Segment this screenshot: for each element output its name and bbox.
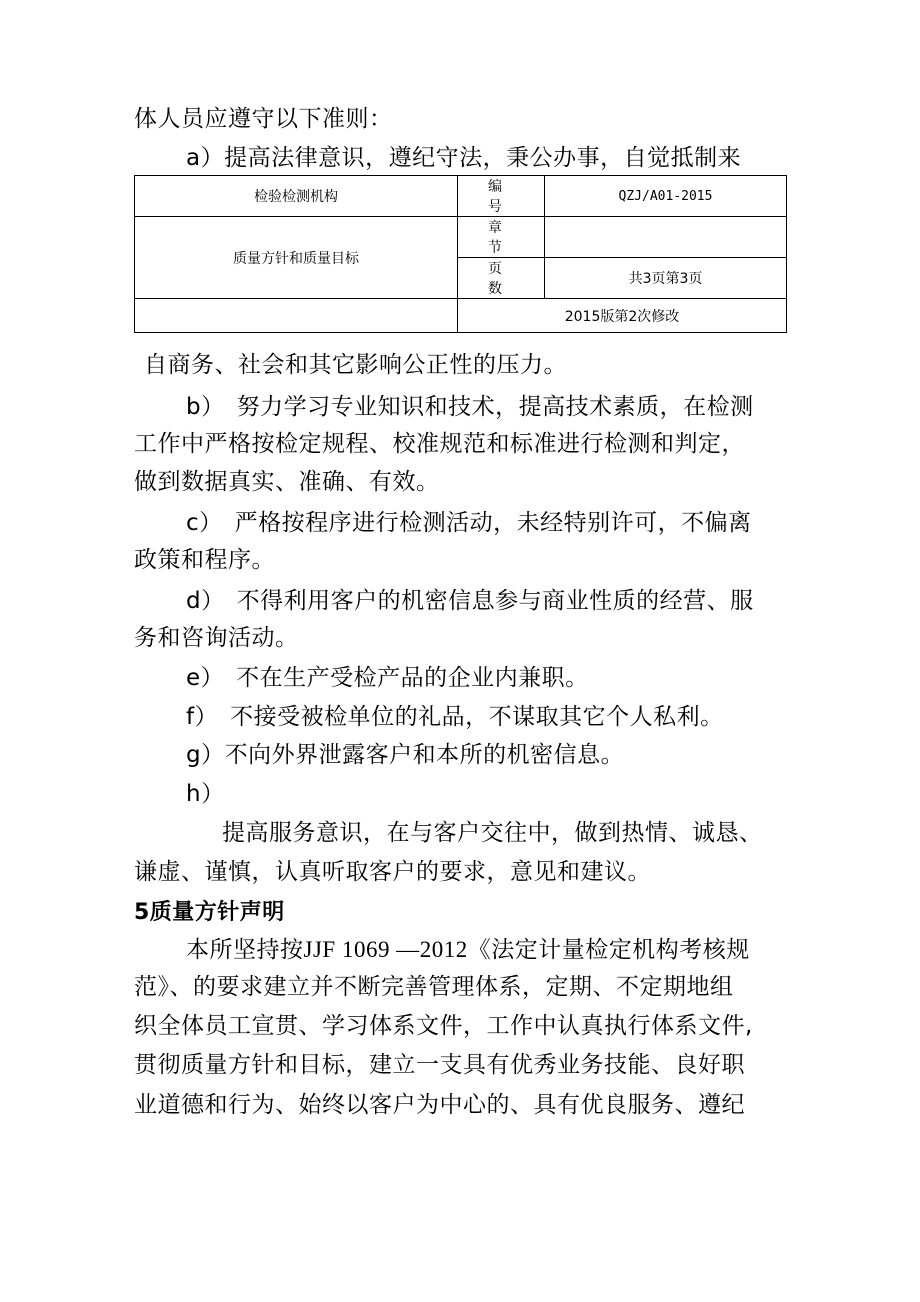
blank-cell xyxy=(135,299,458,333)
item-a-line-1: a）提高法律意识，遵纪守法，秉公办事，自觉抵制来 xyxy=(186,145,742,171)
page-value-cell: 共3页第3页 xyxy=(545,258,787,299)
para-suffix: 《法定计量检定机构考核规 xyxy=(467,937,750,963)
standard-code: JJF 1069 —2012 xyxy=(303,937,468,962)
revision-cell: 2015版第2次修改 xyxy=(458,299,787,333)
item-h-label: h） xyxy=(186,781,225,807)
item-b-line-2: 工作中严格按检定规程、校准规范和标准进行检测和判定， xyxy=(134,431,745,457)
item-b-line-1: b） 努力学习专业知识和技术，提高技术素质，在检测 xyxy=(186,394,754,420)
org-name-cell: 检验检测机构 xyxy=(135,176,458,217)
section-label-cell: 章节 xyxy=(458,217,545,258)
item-e: e） 不在生产受检产品的企业内兼职。 xyxy=(186,665,589,691)
item-d-line-1: d） 不得利用客户的机密信息参与商业性质的经营、服 xyxy=(186,588,754,614)
item-f: f） 不接受被检单位的礼品，不谋取其它个人私利。 xyxy=(186,704,724,730)
item-b-line-3: 做到数据真实、准确、有效。 xyxy=(134,469,440,495)
item-c-line-1: c） 严格按程序进行检测活动，未经特别许可，不偏离 xyxy=(186,510,752,536)
item-h-line-1: 提高服务意识，在与客户交往中，做到热情、诚恳、 xyxy=(222,820,763,846)
section-5-para-line-3: 织全体员工宣贯、学习体系文件，工作中认真执行体系文件, xyxy=(134,1013,753,1039)
section-5-heading: 5质量方针声明 xyxy=(134,900,285,925)
section-5-para-line-4: 贯彻质量方针和目标，建立一支具有优秀业务技能、良好职 xyxy=(134,1052,745,1078)
section-value-cell xyxy=(545,217,787,258)
item-g: g）不向外界泄露客户和本所的机密信息。 xyxy=(186,742,625,768)
item-c-line-2: 政策和程序。 xyxy=(134,547,275,573)
code-label-cell: 编号 xyxy=(458,176,545,217)
document-title-cell: 质量方针和质量目标 xyxy=(135,217,458,299)
section-5-para-line-5: 业道德和行为、始终以客户为中心的、具有优良服务、遵纪 xyxy=(134,1092,745,1118)
item-h-line-2: 谦虚、谨慎，认真听取客户的要求，意见和建议。 xyxy=(134,859,651,885)
section-5-para-line-2: 范》、的要求建立并不断完善管理体系，定期、不定期地组 xyxy=(134,974,734,1000)
section-5-para-line-1 xyxy=(186,935,750,965)
code-value-cell: QZJ/A01-2015 xyxy=(545,176,787,217)
item-a-line-2: 自商务、社会和其它影响公正性的压力。 xyxy=(144,352,567,378)
item-d-line-2: 务和咨询活动。 xyxy=(134,625,299,651)
para-prefix: 本所坚持按 xyxy=(186,937,304,963)
page-label-cell: 页数 xyxy=(458,258,545,299)
intro-line-1: 体人员应遵守以下准则： xyxy=(134,106,393,132)
document-header-table xyxy=(134,175,787,333)
